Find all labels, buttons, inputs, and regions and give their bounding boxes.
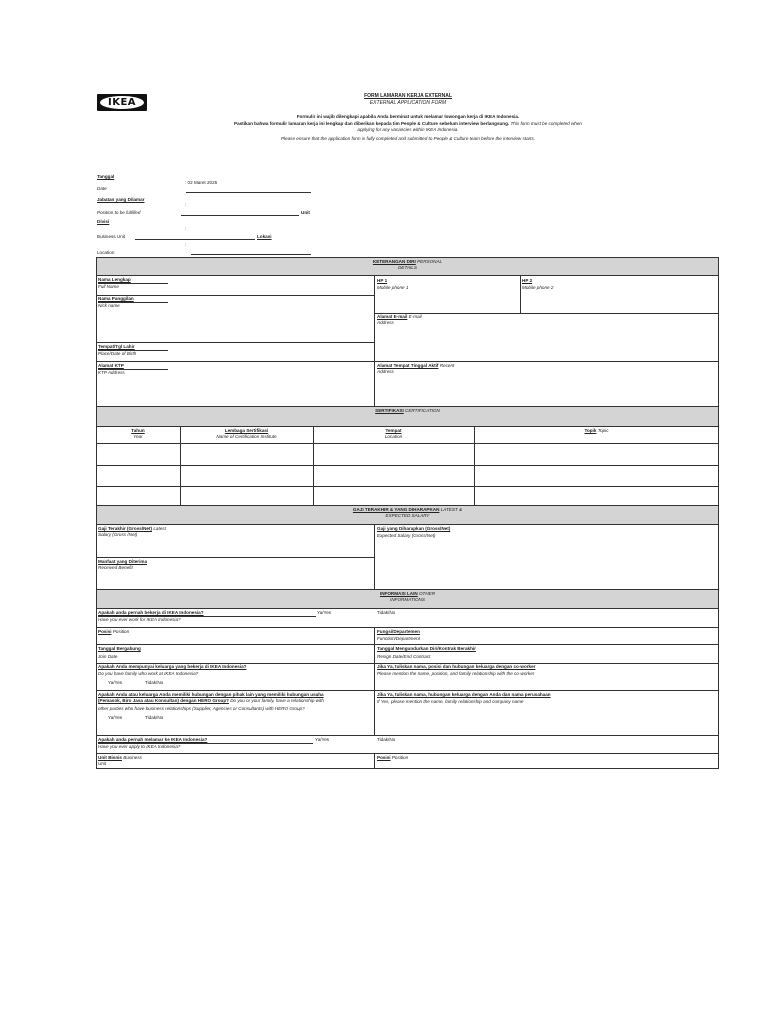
position-label-other: Posisi Position: [98, 629, 130, 634]
location-input[interactable]: [191, 254, 311, 255]
dept-label-en: Function/Department: [377, 636, 420, 641]
ktp-label-en: KTP Address: [98, 370, 125, 375]
email-label: Alamat E-mail E-mail: [377, 314, 422, 319]
header-note-2: Pastikan bahwa formulir lamaran kerja ini lengkap dan diberikan kepada tim People & Culture sebelum interview berlangsung. This form must be completed when: [234, 121, 582, 126]
birth-label: Tempat/Tgl Lahir: [98, 344, 135, 349]
q3-no-option[interactable]: Tidak/No: [145, 715, 164, 720]
cert-col-institute: Lembaga Sertifikasi Name of Certification Institute: [216, 428, 277, 439]
last-salary-label-en: Salary (Gross /Net): [98, 532, 138, 537]
q1-label: Apakah anda pernah bekerja di IKEA Indonesia?: [98, 610, 204, 615]
division-label: Divisi: [97, 219, 110, 224]
business-unit-input[interactable]: [135, 239, 255, 240]
full-name-label: Nama Lengkap: [98, 277, 131, 282]
hp2-label-en: Mobile phone 2: [522, 285, 554, 290]
q1-label-en: Have you ever work for IKEA Indonesia?: [98, 617, 181, 622]
q3-label-2: (Pemasok, Biro Jasa atau Konsultan) dengan HERO Group? Do you or your family, have a relationship with: [98, 698, 324, 703]
full-name-label-en: Full Name: [98, 284, 119, 289]
nickname-label: Nama Panggilan: [98, 296, 134, 301]
position-colon: :: [185, 202, 187, 207]
date-label: Tanggal: [97, 174, 115, 179]
q3-yes-option[interactable]: Ya/Yes: [108, 715, 123, 720]
location-colon: :: [185, 242, 187, 247]
q3-label-en: other parties who have business relationships (Supplier, Agencies or Consultants) with HERO Group?: [98, 706, 305, 711]
position-label: Jabatan yang Dilamar: [97, 197, 145, 202]
birth-label-en: Place/Date of Birth: [98, 351, 137, 356]
certification-header: SERTIFIKASI CERTIFICATION: [96, 406, 719, 427]
unit-label: Unit: [301, 210, 310, 215]
header-note-3: applying for any vacancies within IKEA Indonesia.: [357, 127, 459, 132]
q4-yes-option[interactable]: Ya/Yes: [315, 737, 330, 742]
ikea-logo-text: IKEA: [107, 97, 137, 108]
other-header: INFORMASI LAIN OTHER INFORMATIONS: [96, 589, 719, 609]
hp1-label-en: Mobile phone 1: [377, 285, 409, 290]
cert-col-location: Tempat Location: [384, 428, 403, 439]
q1-no-option[interactable]: Tidak/No: [377, 610, 396, 615]
expected-salary-label-en: Expected Salary (Gross/Net): [377, 533, 436, 538]
business-unit-label: Business Unit: [97, 234, 126, 239]
cert-col-topic: Topik Topic: [584, 428, 609, 433]
join-date-label: Tanggal Bergabung: [98, 646, 141, 651]
q2-yes-option[interactable]: Ya/Yes: [108, 680, 123, 685]
unit-business-label: Unit Bisnis Business: [98, 755, 142, 760]
q2-right-label: Jika Ya, tuliskan nama, posisi dan hubungan keluarga dengan co-worker: [377, 664, 536, 669]
q2-right-label-en: Please mention the name, position, and family relationship with the co-worker: [377, 671, 535, 676]
email-label-en: Address: [377, 320, 394, 325]
dept-label: Fungsi/Departemen: [377, 629, 420, 634]
q2-label-en: Do you have family who work at IKEA Indonesia?: [98, 671, 199, 676]
ikea-logo: [97, 94, 147, 111]
join-date-label-en: Join Date: [98, 654, 118, 659]
benefit-label: Manfaat yang Diterima: [98, 559, 148, 564]
q4-label: Apakah anda pernah melamar ke IKEA Indonesia?: [98, 737, 208, 742]
nickname-label-en: Nick name: [98, 303, 120, 308]
q2-label: Apakah Anda mempunyai keluarga yang bekerja di IKEA Indonesia?: [98, 664, 247, 669]
date-label-en: Date: [97, 186, 107, 191]
current-address-label-en: Address: [377, 369, 394, 374]
form-title: FORM LAMARAN KERJA EXTERNAL: [364, 93, 452, 99]
q4-no-option[interactable]: Tidak/No: [377, 737, 396, 742]
q3-right-label: Jika Ya, tuliskan nama, hubungan keluarga dengan Anda dan nama perusahaan: [377, 692, 551, 697]
ktp-label: Alamat KTP: [98, 363, 124, 368]
form-subtitle: EXTERNAL APPLICATION FORM: [369, 100, 447, 106]
q2-no-option[interactable]: Tidak/No: [145, 680, 164, 685]
q1-yes-option[interactable]: Ya/Yes: [317, 610, 332, 615]
hp1-label: HP 1: [377, 278, 388, 283]
salary-header: GAJI TERAKHIR & YANG DIHARAPKAN LATEST & EXPECTED SALARY: [96, 505, 719, 525]
benefit-label-en: Received Benefit: [98, 565, 133, 570]
header-note-1: Formulir ini wajib dilengkapi apabila Anda berminat untuk melamar lowongan kerja di IKEA Indonesia.: [296, 114, 520, 119]
resign-date-label: Tanggal Mengundurkan Diri/Kontrak Berakhir: [377, 646, 476, 651]
unit-business-label-en: Unit: [98, 761, 107, 766]
lokasi-label: Lokasi: [257, 234, 272, 239]
position-input[interactable]: [181, 215, 299, 216]
location-label: Location: [97, 250, 115, 255]
q4-label-en: Have you ever apply to IKEA Indonesia?: [98, 744, 181, 749]
expected-salary-label: Gaji yang Diharapkan (Gross/Net): [377, 526, 451, 531]
division-colon: :: [185, 226, 187, 231]
hp2-label: HP 2: [522, 278, 533, 283]
header-note-4: Please ensure that the application form is fully completed and submitted to People & Culture team before the interview starts.: [280, 136, 536, 141]
date-value[interactable]: : 02 Maret 2025: [185, 180, 218, 185]
last-salary-label: Gaji Terakhir (Gross/Net) Latest: [98, 526, 166, 531]
position-label-2: Posisi Position: [377, 755, 409, 760]
q3-right-label-en: If Yes, please mention the name, family relationship and company name: [377, 699, 524, 704]
q3-label-1: Apakah Anda atau keluarga Anda memiliki hubungan dengan pihak lain yang memiliki hubungan usaha: [98, 692, 324, 697]
current-address-label: Alamat Tempat Tinggal Aktif Recent: [377, 363, 455, 368]
resign-date-label-en: Resign Date/End Contract: [377, 654, 431, 659]
personal-header: KETERANGAN DIRI PERSONAL DETAILS: [96, 257, 719, 276]
position-label-en: Position to be fulfilled: [97, 210, 141, 215]
cert-col-year: Tahun Year: [131, 428, 145, 439]
